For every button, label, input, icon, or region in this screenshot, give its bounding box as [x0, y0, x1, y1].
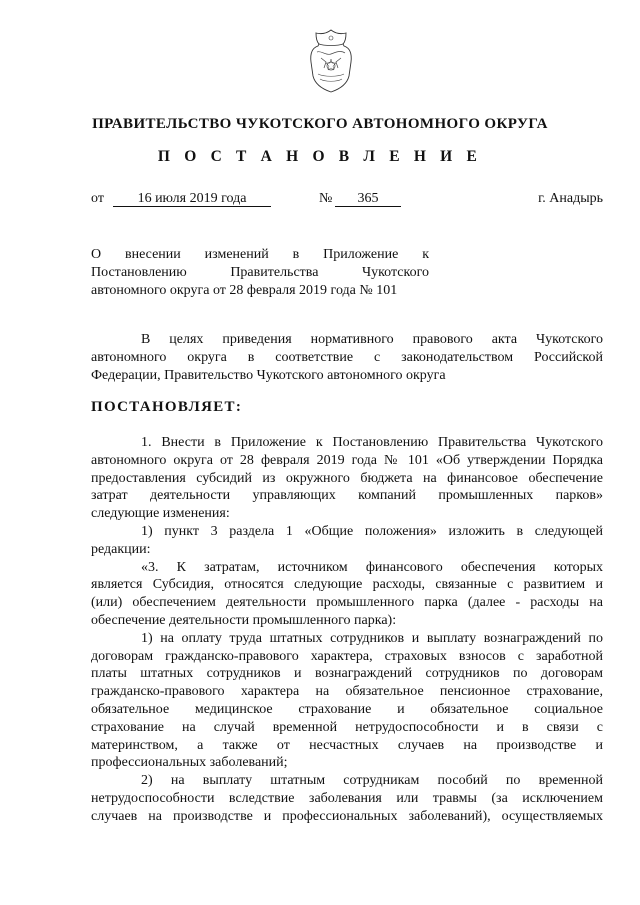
subject-line: автономного округа от 28 февраля 2019 года № 101 — [91, 283, 398, 298]
body-line: гражданско-правового характера на обязательное пенсионное страхование, — [91, 684, 603, 700]
preamble — [91, 331, 603, 384]
body-line: автономного округа от 28 февраля 2019 года № 101 «Об утверждении Порядка — [91, 452, 603, 468]
decree-body — [91, 434, 603, 826]
body-line: обязательное медицинское страхование и обязательное социальное — [91, 701, 603, 717]
body-line: договорам гражданско-правового характера, страховых взносов с заработной — [91, 648, 603, 664]
subject-line: О внесении изменений в Приложение к — [91, 247, 429, 262]
number-label: № — [319, 191, 333, 206]
document-place: г. Анадырь — [538, 191, 603, 206]
body-line: следующие изменения: — [91, 506, 230, 522]
preamble-line: Федерации, Правительство Чукотского автономного округа — [91, 367, 446, 383]
body-line: затрат деятельности управляющих компаний промышленных парков» — [91, 488, 603, 504]
body-line: 1. Внести в Приложение к Постановлению Правительства Чукотского — [141, 435, 603, 450]
from-label: от — [91, 191, 104, 206]
body-line: 1) пункт 3 раздела 1 «Общие положения» изложить в следующей — [141, 523, 603, 539]
document-date: 16 июля 2019 года — [113, 191, 271, 207]
body-line: случаев на производстве и профессиональных заболеваний), осуществляемых — [91, 808, 603, 824]
document-number: 365 — [335, 191, 401, 207]
body-line: нетрудоспособности вследствие заболевания или травмы (за исключением — [91, 790, 603, 806]
body-line: является Субсидия, относятся следующие расходы, связанные с развитием и — [91, 577, 603, 593]
coat-of-arms-emblem — [306, 28, 356, 94]
body-line: профессиональных заболеваний; — [91, 755, 288, 771]
subject-line: Постановлению Правительства Чукотского — [91, 265, 429, 280]
document-meta — [91, 191, 603, 211]
body-line: (или) обеспечением деятельности промышленного парка (далее - расходы на — [91, 595, 603, 611]
body-line: страхование на случай временной нетрудоспособности и в связи с — [91, 719, 603, 735]
body-line: «3. К затратам, источником финансового обеспечения которых — [141, 559, 603, 575]
body-line: обеспечение деятельности промышленного парка): — [91, 612, 397, 628]
preamble-line: В целях приведения нормативного правового акта Чукотского — [141, 332, 603, 347]
resolve-heading: ПОСТАНОВЛЯЕТ: — [91, 399, 243, 415]
body-line: предоставления субсидий из окружного бюджета на финансовое обеспечение — [91, 470, 603, 486]
preamble-line: автономного округа в соответствие с законодательством Российской — [91, 349, 603, 365]
body-line: редакции: — [91, 541, 151, 557]
document-type-title: П О С Т А Н О В Л Е Н И Е — [157, 148, 483, 165]
subject-block — [91, 246, 429, 300]
body-line: 1) на оплату труда штатных сотрудников и выплату вознаграждений по — [141, 630, 603, 646]
body-line: платы штатных сотрудников и вознаграждений сотрудников по договорам — [91, 666, 603, 682]
body-line: материнством, а также от несчастных случаев на производстве и — [91, 737, 603, 753]
government-title: ПРАВИТЕЛЬСТВО ЧУКОТСКОГО АВТОНОМНОГО ОКРУГА — [92, 116, 548, 132]
body-line: 2) на выплату штатным сотрудникам пособий по временной — [141, 773, 603, 789]
